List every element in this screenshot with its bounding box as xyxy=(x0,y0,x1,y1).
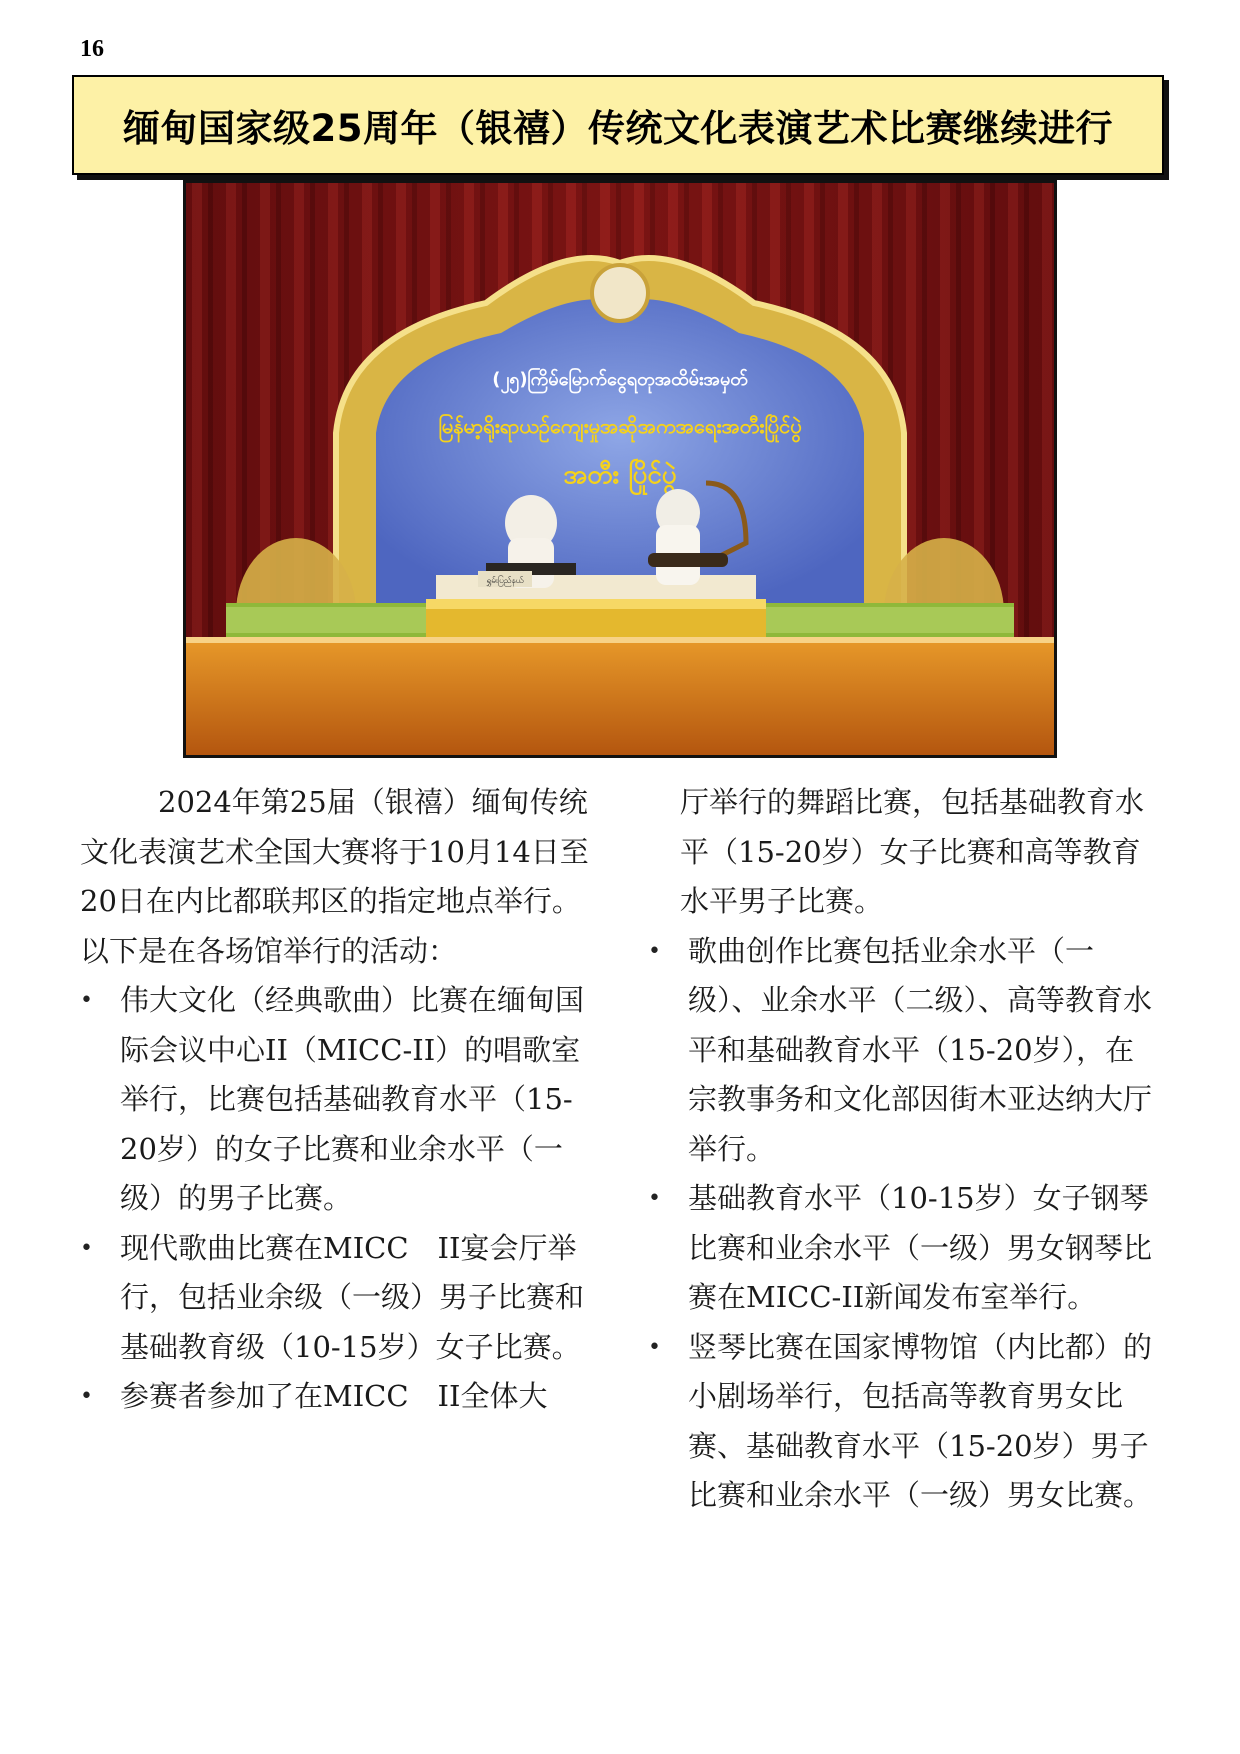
name-plate: ရွှမ်းပြည်နယ် xyxy=(486,576,524,585)
banner-line-3: အတီး ပြိုင်ပွဲ xyxy=(563,460,677,490)
venue-list-left xyxy=(80,976,600,1422)
list-item: • 参赛者参加了在MICC II全体大 xyxy=(80,1372,600,1422)
article-intro: 2024年第25届（银禧）缅甸传统文化表演艺术全国大赛将于10月14日至20日在内比都联邦区的指定地点举行。以下是在各场馆举行的活动： xyxy=(80,785,589,968)
list-item: • 基础教育水平（10-15岁）女子钢琴比赛和业余水平（一级）男女钢琴比赛在MICC-II新闻发布室举行。 xyxy=(648,1174,1160,1323)
article-left-column xyxy=(80,778,600,1422)
page-number: 16 xyxy=(80,36,104,62)
headline-title: 缅甸国家级25周年（银禧）传统文化表演艺术比赛继续进行 xyxy=(123,107,1113,150)
venue-list-right xyxy=(648,927,1160,1521)
banner-line-2: မြန်မာ့ရိုးရာယဉ်ကျေးမှုအဆိုအကအရေးအတီးပြိုင်ပွဲ xyxy=(438,414,802,438)
list-item: • 竖琴比赛在国家博物馆（内比都）的小剧场举行，包括高等教育男女比赛、基础教育水平（15-20岁）男子比赛和业余水平（一级）男女比赛。 xyxy=(648,1323,1160,1521)
list-item: • 现代歌曲比赛在MICC II宴会厅举行，包括业余级（一级）男子比赛和基础教育级（10-15岁）女子比赛。 xyxy=(80,1224,600,1373)
banner-line-1: (၂၅)ကြိမ်မြောက်ငွေရတုအထိမ်းအမှတ် xyxy=(492,369,748,390)
list-item: • 伟大文化（经典歌曲）比赛在缅甸国际会议中心II（MICC-II）的唱歌室举行，比赛包括基础教育水平（15-20岁）的女子比赛和业余水平（一级）的男子比赛。 xyxy=(80,976,600,1224)
article-right-column xyxy=(648,778,1160,1521)
list-item: • 歌曲创作比赛包括业余水平（一级）、业余水平（二级）、高等教育水平和基础教育水平（15-20岁），在宗教事务和文化部因街木亚达纳大厅举行。 xyxy=(648,927,1160,1175)
stage-photo xyxy=(183,180,1057,758)
list-item-continuation: 厅举行的舞蹈比赛，包括基础教育水平（15-20岁）女子比赛和高等教育水平男子比赛。 xyxy=(680,785,1145,918)
headline-box xyxy=(72,75,1164,175)
